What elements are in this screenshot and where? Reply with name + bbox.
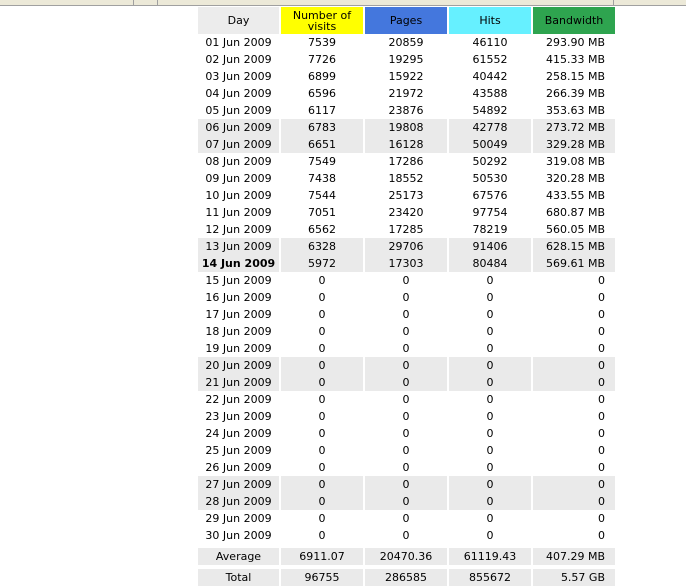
visits-cell: 6328 <box>281 238 363 255</box>
toolbar-separator <box>133 0 134 5</box>
hits-cell: 97754 <box>472 206 508 219</box>
day-cell: 06 Jun 2009 <box>198 119 279 136</box>
hits-cell: 0 <box>486 410 494 423</box>
day-cell: 25 Jun 2009 <box>205 444 272 457</box>
table-row <box>198 391 615 408</box>
visits-cell: 0 <box>281 357 363 374</box>
day-cell: 27 Jun 2009 <box>198 476 279 493</box>
hits-cell: 67576 <box>472 189 508 202</box>
day-cell: 28 Jun 2009 <box>198 493 279 510</box>
visits-cell: 0 <box>281 493 363 510</box>
pages-cell: 0 <box>402 393 410 406</box>
day-cell: 19 Jun 2009 <box>205 342 272 355</box>
day-cell: 26 Jun 2009 <box>205 461 272 474</box>
total-bandwidth: 5.57 GB <box>533 569 615 586</box>
day-cell: 05 Jun 2009 <box>205 104 272 117</box>
hits-cell: 0 <box>486 444 494 457</box>
day-cell: 22 Jun 2009 <box>205 393 272 406</box>
bandwidth-cell: 258.15 MB <box>545 70 605 83</box>
pages-cell: 16128 <box>365 136 447 153</box>
visits-cell: 0 <box>318 461 326 474</box>
bandwidth-cell: 680.87 MB <box>545 206 605 219</box>
bandwidth-cell: 0 <box>533 476 615 493</box>
table-row <box>198 238 615 255</box>
hits-cell: 91406 <box>449 238 531 255</box>
total-hits: 855672 <box>449 569 531 586</box>
visits-cell: 0 <box>318 325 326 338</box>
hits-cell: 0 <box>486 291 494 304</box>
total-visits: 96755 <box>281 569 363 586</box>
visits-cell: 0 <box>281 476 363 493</box>
pages-cell: 0 <box>402 325 410 338</box>
day-cell: 18 Jun 2009 <box>205 325 272 338</box>
bandwidth-cell: 0 <box>598 512 605 525</box>
pages-cell: 17286 <box>388 155 424 168</box>
pages-cell: 0 <box>365 374 447 391</box>
bandwidth-cell: 319.08 MB <box>545 155 605 168</box>
day-cell: 11 Jun 2009 <box>205 206 272 219</box>
header-visits: Number of visits <box>281 7 363 34</box>
table-row <box>198 34 615 51</box>
hits-cell: 54892 <box>472 104 508 117</box>
day-cell: 09 Jun 2009 <box>205 172 272 185</box>
visits-cell: 7544 <box>308 189 336 202</box>
visits-cell: 0 <box>318 512 326 525</box>
hits-cell: 0 <box>449 357 531 374</box>
bandwidth-cell: 628.15 MB <box>533 238 615 255</box>
day-cell: 03 Jun 2009 <box>205 70 272 83</box>
visits-cell: 7726 <box>308 53 336 66</box>
hits-cell: 0 <box>486 342 494 355</box>
table-row <box>198 442 615 459</box>
table-row <box>198 527 615 544</box>
average-hits: 61119.43 <box>449 548 531 565</box>
table-row <box>198 153 615 170</box>
bandwidth-cell: 569.61 MB <box>533 255 615 272</box>
visits-cell: 7549 <box>308 155 336 168</box>
header-day: Day <box>198 7 279 34</box>
table-row <box>198 510 615 527</box>
bandwidth-cell: 433.55 MB <box>545 189 605 202</box>
visits-cell: 0 <box>318 410 326 423</box>
pages-cell: 29706 <box>365 238 447 255</box>
table-row <box>198 255 615 272</box>
visits-cell: 6899 <box>308 70 336 83</box>
visits-cell: 6596 <box>308 87 336 100</box>
day-cell: 02 Jun 2009 <box>205 53 272 66</box>
table-row <box>198 170 615 187</box>
table-row <box>198 272 615 289</box>
pages-cell: 20859 <box>388 36 424 49</box>
visits-cell: 0 <box>318 291 326 304</box>
hits-cell: 0 <box>486 461 494 474</box>
visits-cell: 0 <box>318 427 326 440</box>
visits-cell: 0 <box>318 444 326 457</box>
table-row <box>198 374 615 391</box>
pages-cell: 23876 <box>388 104 424 117</box>
table-row <box>198 85 615 102</box>
pages-cell: 15922 <box>388 70 424 83</box>
hits-cell: 0 <box>486 325 494 338</box>
pages-cell: 0 <box>402 410 410 423</box>
day-cell: 08 Jun 2009 <box>205 155 272 168</box>
visits-cell: 0 <box>318 308 326 321</box>
bandwidth-cell: 353.63 MB <box>545 104 605 117</box>
visits-cell: 6783 <box>281 119 363 136</box>
day-cell: 15 Jun 2009 <box>205 274 272 287</box>
bandwidth-cell: 0 <box>598 410 605 423</box>
day-cell: 12 Jun 2009 <box>205 223 272 236</box>
table-row <box>198 323 615 340</box>
header-pages: Pages <box>365 7 447 34</box>
bandwidth-cell: 0 <box>533 493 615 510</box>
day-cell: 01 Jun 2009 <box>205 36 272 49</box>
bandwidth-cell: 0 <box>598 393 605 406</box>
visits-cell: 6651 <box>281 136 363 153</box>
table-row <box>198 187 615 204</box>
visits-cell: 7438 <box>308 172 336 185</box>
day-cell: 13 Jun 2009 <box>198 238 279 255</box>
hits-cell: 50292 <box>472 155 508 168</box>
bandwidth-cell: 0 <box>598 308 605 321</box>
table-row <box>198 459 615 476</box>
day-cell: 30 Jun 2009 <box>205 529 272 542</box>
average-row <box>198 548 615 565</box>
table-row <box>198 204 615 221</box>
table-row <box>198 340 615 357</box>
bandwidth-cell: 0 <box>533 374 615 391</box>
table-row <box>198 493 615 510</box>
hits-cell: 0 <box>449 493 531 510</box>
average-visits: 6911.07 <box>281 548 363 565</box>
visits-cell: 0 <box>318 529 326 542</box>
table-row <box>198 136 615 153</box>
toolbar-separator <box>157 0 158 5</box>
bandwidth-cell: 415.33 MB <box>545 53 605 66</box>
hits-cell: 0 <box>486 512 494 525</box>
visits-cell: 0 <box>281 374 363 391</box>
pages-cell: 25173 <box>388 189 424 202</box>
bandwidth-cell: 0 <box>598 325 605 338</box>
pages-cell: 0 <box>365 493 447 510</box>
hits-cell: 0 <box>486 393 494 406</box>
pages-cell: 19808 <box>365 119 447 136</box>
day-cell: 17 Jun 2009 <box>205 308 272 321</box>
pages-cell: 0 <box>402 308 410 321</box>
day-cell: 23 Jun 2009 <box>205 410 272 423</box>
table-row <box>198 68 615 85</box>
hits-cell: 0 <box>486 308 494 321</box>
bandwidth-cell: 0 <box>598 291 605 304</box>
hits-cell: 50530 <box>472 172 508 185</box>
toolbar-separator <box>613 0 614 5</box>
hits-cell: 0 <box>486 427 494 440</box>
pages-cell: 0 <box>402 461 410 474</box>
day-cell: 20 Jun 2009 <box>198 357 279 374</box>
table-row <box>198 51 615 68</box>
day-cell: 24 Jun 2009 <box>205 427 272 440</box>
pages-cell: 0 <box>402 444 410 457</box>
bandwidth-cell: 0 <box>598 274 605 287</box>
total-pages: 286585 <box>365 569 447 586</box>
table-row <box>198 425 615 442</box>
average-bandwidth: 407.29 MB <box>533 548 615 565</box>
bandwidth-cell: 0 <box>598 342 605 355</box>
bandwidth-cell: 0 <box>598 444 605 457</box>
bandwidth-cell: 0 <box>598 461 605 474</box>
bandwidth-cell: 273.72 MB <box>533 119 615 136</box>
table-row <box>198 102 615 119</box>
hits-cell: 78219 <box>472 223 508 236</box>
table-row <box>198 119 615 136</box>
visits-cell: 0 <box>318 274 326 287</box>
bandwidth-cell: 0 <box>598 529 605 542</box>
pages-cell: 0 <box>402 512 410 525</box>
day-cell: 16 Jun 2009 <box>205 291 272 304</box>
hits-cell: 0 <box>486 529 494 542</box>
pages-cell: 23420 <box>388 206 424 219</box>
pages-cell: 19295 <box>388 53 424 66</box>
visits-cell: 0 <box>318 393 326 406</box>
day-cell: 14 Jun 2009 <box>198 255 279 272</box>
hits-cell: 0 <box>449 476 531 493</box>
hits-cell: 40442 <box>472 70 508 83</box>
day-cell: 04 Jun 2009 <box>205 87 272 100</box>
day-cell: 29 Jun 2009 <box>205 512 272 525</box>
pages-cell: 0 <box>402 529 410 542</box>
bandwidth-cell: 0 <box>533 357 615 374</box>
hits-cell: 61552 <box>472 53 508 66</box>
table-row <box>198 289 615 306</box>
visits-cell: 6117 <box>308 104 336 117</box>
visits-cell: 7051 <box>308 206 336 219</box>
hits-cell: 50049 <box>449 136 531 153</box>
hits-cell: 46110 <box>472 36 508 49</box>
window-top-edge <box>0 0 686 6</box>
hits-cell: 0 <box>486 274 494 287</box>
day-cell: 10 Jun 2009 <box>205 189 272 202</box>
table-row <box>198 306 615 323</box>
hits-cell: 43588 <box>472 87 508 100</box>
hits-cell: 0 <box>449 374 531 391</box>
average-label: Average <box>198 548 279 565</box>
table-row <box>198 221 615 238</box>
pages-cell: 17303 <box>365 255 447 272</box>
table-header-row <box>198 7 615 34</box>
average-pages: 20470.36 <box>365 548 447 565</box>
day-cell: 07 Jun 2009 <box>198 136 279 153</box>
pages-cell: 0 <box>365 476 447 493</box>
visits-cell: 7539 <box>308 36 336 49</box>
visits-cell: 6562 <box>308 223 336 236</box>
table-row <box>198 357 615 374</box>
pages-cell: 0 <box>365 357 447 374</box>
bandwidth-cell: 266.39 MB <box>545 87 605 100</box>
day-cell: 21 Jun 2009 <box>198 374 279 391</box>
daily-stats-table <box>196 7 617 586</box>
total-label: Total <box>198 569 279 586</box>
hits-cell: 80484 <box>449 255 531 272</box>
visits-cell: 5972 <box>281 255 363 272</box>
hits-cell: 42778 <box>449 119 531 136</box>
bandwidth-cell: 329.28 MB <box>533 136 615 153</box>
table-row <box>198 476 615 493</box>
visits-cell: 0 <box>318 342 326 355</box>
pages-cell: 17285 <box>388 223 424 236</box>
pages-cell: 0 <box>402 274 410 287</box>
bandwidth-cell: 560.05 MB <box>545 223 605 236</box>
pages-cell: 0 <box>402 291 410 304</box>
pages-cell: 0 <box>402 342 410 355</box>
pages-cell: 18552 <box>388 172 424 185</box>
header-bandwidth: Bandwidth <box>533 7 615 34</box>
header-hits: Hits <box>449 7 531 34</box>
pages-cell: 21972 <box>388 87 424 100</box>
table-row <box>198 408 615 425</box>
bandwidth-cell: 320.28 MB <box>545 172 605 185</box>
pages-cell: 0 <box>402 427 410 440</box>
bandwidth-cell: 293.90 MB <box>545 36 605 49</box>
bandwidth-cell: 0 <box>598 427 605 440</box>
